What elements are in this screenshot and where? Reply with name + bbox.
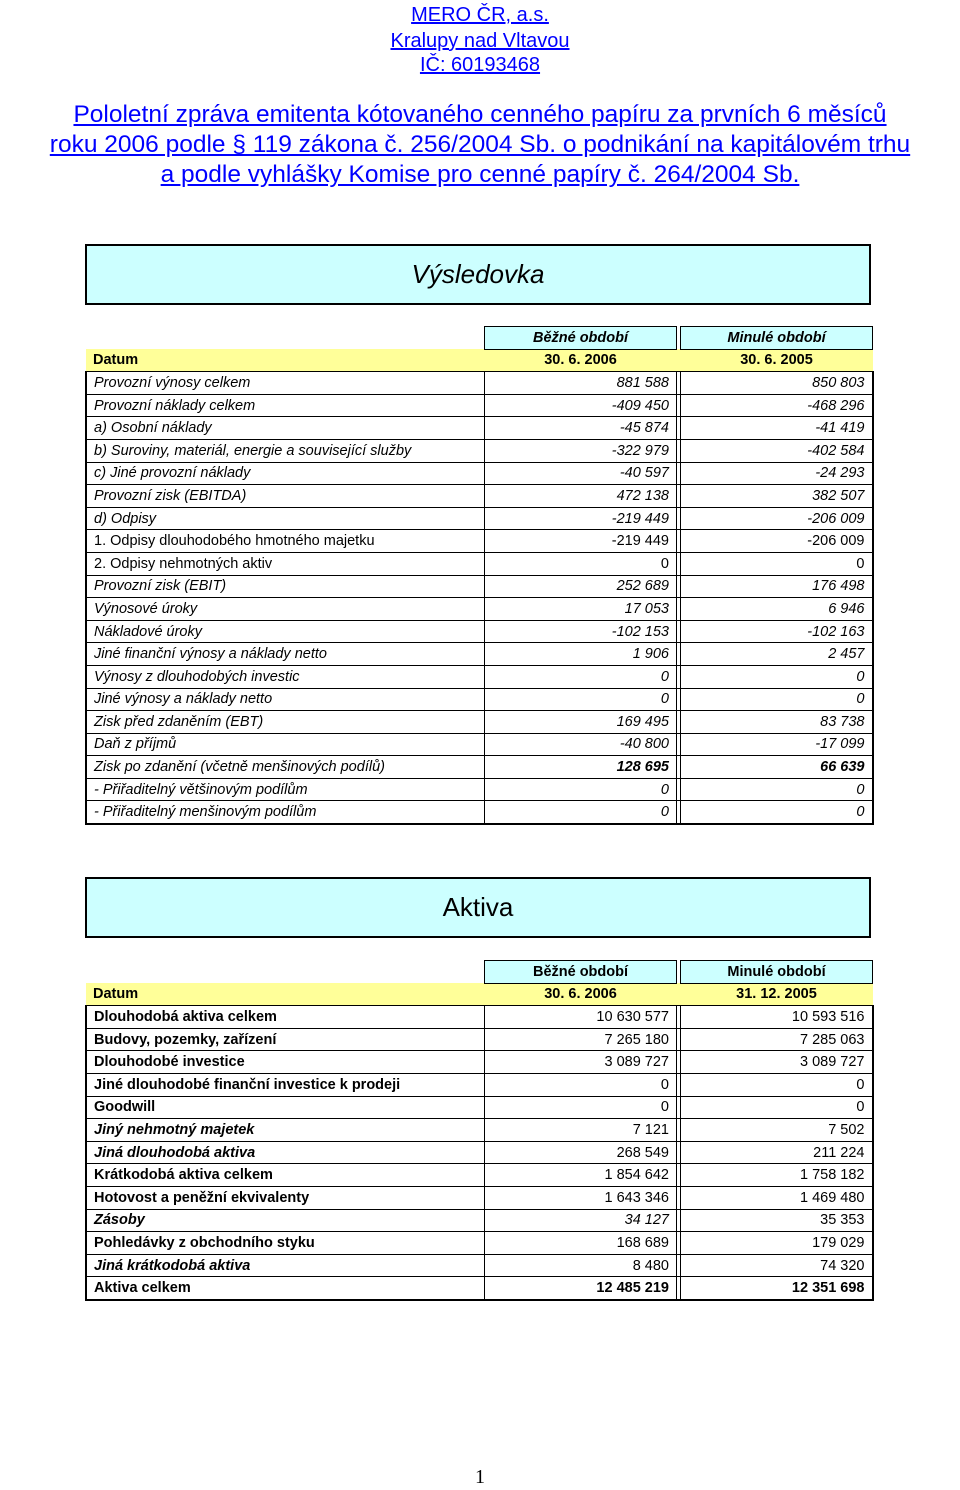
row-label: Jiná krátkodobá aktiva — [86, 1254, 485, 1277]
table-row — [86, 485, 873, 508]
table-row — [86, 1119, 873, 1142]
value-previous: 0 — [681, 778, 873, 801]
table-row — [86, 665, 873, 688]
value-previous: -206 009 — [681, 530, 873, 553]
value-previous: 0 — [681, 801, 873, 824]
value-previous: 7 502 — [681, 1119, 873, 1142]
table-row — [86, 1096, 873, 1119]
value-current: 0 — [485, 688, 677, 711]
value-previous: -24 293 — [681, 462, 873, 485]
date-current: 30. 6. 2006 — [485, 349, 677, 372]
row-label: Provozní výnosy celkem — [86, 372, 485, 395]
value-current: 1 643 346 — [485, 1186, 677, 1209]
row-label: Goodwill — [86, 1096, 485, 1119]
value-previous: 6 946 — [681, 598, 873, 621]
company-ic[interactable]: IČ: 60193468 — [419, 54, 541, 76]
value-current: 268 549 — [485, 1141, 677, 1164]
value-previous: 74 320 — [681, 1254, 873, 1277]
assets-title: Aktiva — [442, 892, 514, 922]
value-previous: 2 457 — [681, 643, 873, 666]
value-current: 169 495 — [485, 711, 677, 734]
value-current: 0 — [485, 778, 677, 801]
col-previous-period: Minulé období — [681, 961, 873, 984]
value-current: 34 127 — [485, 1209, 677, 1232]
value-current: -219 449 — [485, 530, 677, 553]
company-city[interactable]: Kralupy nad Vltavou — [390, 30, 570, 52]
value-current: 128 695 — [485, 756, 677, 779]
date-current: 30. 6. 2006 — [485, 983, 677, 1006]
table-row — [86, 372, 873, 395]
value-current: 472 138 — [485, 485, 677, 508]
row-label: - Přiřaditelný většinovým podílům — [86, 778, 485, 801]
value-current: 1 906 — [485, 643, 677, 666]
table-row — [86, 756, 873, 779]
row-label: Jiný nehmotný majetek — [86, 1119, 485, 1142]
row-label: Jiné finanční výnosy a náklady netto — [86, 643, 485, 666]
row-label: Provozní zisk (EBIT) — [86, 575, 485, 598]
value-current: 8 480 — [485, 1254, 677, 1277]
report-title-line-3[interactable]: a podle vyhlášky Komise pro cenné papíry č. 264/2004 Sb. — [160, 161, 800, 188]
row-label: Výnosové úroky — [86, 598, 485, 621]
table-row — [86, 1073, 873, 1096]
table-row — [86, 552, 873, 575]
row-label: a) Osobní náklady — [86, 417, 485, 440]
table-row — [86, 1028, 873, 1051]
row-label: Jiné výnosy a náklady netto — [86, 688, 485, 711]
value-previous: 83 738 — [681, 711, 873, 734]
value-current: 0 — [485, 665, 677, 688]
assets-banner — [85, 877, 871, 938]
value-current: -409 450 — [485, 394, 677, 417]
value-previous: 850 803 — [681, 372, 873, 395]
value-previous: -468 296 — [681, 394, 873, 417]
row-label: Zisk po zdanění (včetně menšinových podílů) — [86, 756, 485, 779]
row-label: d) Odpisy — [86, 507, 485, 530]
value-current: -219 449 — [485, 507, 677, 530]
value-current: 7 265 180 — [485, 1028, 677, 1051]
value-previous: 0 — [681, 552, 873, 575]
report-title-line-2[interactable]: roku 2006 podle § 119 zákona č. 256/2004 Sb. o podnikání na kapitálovém trhu — [49, 131, 911, 158]
value-previous: 211 224 — [681, 1141, 873, 1164]
table-row — [86, 417, 873, 440]
value-current: 7 121 — [485, 1119, 677, 1142]
table-row — [86, 1051, 873, 1074]
company-name[interactable]: MERO ČR, a.s. — [411, 4, 549, 26]
table-row — [86, 620, 873, 643]
value-current: 0 — [485, 1096, 677, 1119]
column-header-row — [86, 327, 873, 350]
table-row — [86, 575, 873, 598]
value-previous: 0 — [681, 665, 873, 688]
row-label: 2. Odpisy nehmotných aktiv — [86, 552, 485, 575]
value-current: 881 588 — [485, 372, 677, 395]
row-label: Nákladové úroky — [86, 620, 485, 643]
table-row — [86, 1141, 873, 1164]
row-label: Aktiva celkem — [86, 1277, 485, 1300]
table-row — [86, 462, 873, 485]
col-current-period: Běžné období — [485, 961, 677, 984]
date-previous: 31. 12. 2005 — [681, 983, 873, 1006]
value-current: -102 153 — [485, 620, 677, 643]
table-row — [86, 711, 873, 734]
table-row — [86, 1164, 873, 1187]
value-current: 12 485 219 — [485, 1277, 677, 1300]
value-current: 168 689 — [485, 1232, 677, 1255]
table-row — [86, 530, 873, 553]
value-previous: 0 — [681, 1073, 873, 1096]
table-row — [86, 394, 873, 417]
table-row — [86, 801, 873, 824]
date-label: Datum — [86, 349, 485, 372]
value-previous: -102 163 — [681, 620, 873, 643]
row-label: Krátkodobá aktiva celkem — [86, 1164, 485, 1187]
row-label: Dlouhodobé investice — [86, 1051, 485, 1074]
value-previous: -17 099 — [681, 733, 873, 756]
page-number: 1 — [475, 1466, 485, 1488]
row-label: 1. Odpisy dlouhodobého hmotného majetku — [86, 530, 485, 553]
row-label: c) Jiné provozní náklady — [86, 462, 485, 485]
assets-table — [85, 960, 874, 1301]
value-current: 10 630 577 — [485, 1006, 677, 1029]
value-current: 3 089 727 — [485, 1051, 677, 1074]
table-row — [86, 598, 873, 621]
table-row — [86, 1232, 873, 1255]
value-previous: 7 285 063 — [681, 1028, 873, 1051]
row-label: b) Suroviny, materiál, energie a související služby — [86, 439, 485, 462]
row-label: Jiná dlouhodobá aktiva — [86, 1141, 485, 1164]
value-previous: 3 089 727 — [681, 1051, 873, 1074]
value-previous: -41 419 — [681, 417, 873, 440]
value-previous: -206 009 — [681, 507, 873, 530]
table-row — [86, 778, 873, 801]
row-label: Zisk před zdaněním (EBT) — [86, 711, 485, 734]
value-previous: 35 353 — [681, 1209, 873, 1232]
column-header-row — [86, 961, 873, 984]
value-previous: 0 — [681, 1096, 873, 1119]
income-statement-banner — [85, 244, 871, 305]
table-row — [86, 439, 873, 462]
value-current: -322 979 — [485, 439, 677, 462]
row-label: Daň z příjmů — [86, 733, 485, 756]
row-label: Provozní náklady celkem — [86, 394, 485, 417]
report-title-line-1[interactable]: Pololetní zpráva emitenta kótovaného cenného papíru za prvních 6 měsíců — [73, 101, 887, 128]
value-current: 17 053 — [485, 598, 677, 621]
date-previous: 30. 6. 2005 — [681, 349, 873, 372]
value-previous: 1 469 480 — [681, 1186, 873, 1209]
table-row — [86, 1277, 873, 1300]
value-previous: 179 029 — [681, 1232, 873, 1255]
row-label: Budovy, pozemky, zařízení — [86, 1028, 485, 1051]
table-row — [86, 1006, 873, 1029]
row-label: Dlouhodobá aktiva celkem — [86, 1006, 485, 1029]
value-current: 1 854 642 — [485, 1164, 677, 1187]
value-previous: 382 507 — [681, 485, 873, 508]
value-current: -40 800 — [485, 733, 677, 756]
value-previous: 1 758 182 — [681, 1164, 873, 1187]
value-current: 0 — [485, 801, 677, 824]
value-previous: 176 498 — [681, 575, 873, 598]
income-statement-title: Výsledovka — [411, 259, 545, 289]
date-row — [86, 349, 873, 372]
value-previous: -402 584 — [681, 439, 873, 462]
row-label: Zásoby — [86, 1209, 485, 1232]
row-label: Provozní zisk (EBITDA) — [86, 485, 485, 508]
value-previous: 12 351 698 — [681, 1277, 873, 1300]
table-row — [86, 733, 873, 756]
table-row — [86, 643, 873, 666]
row-label: - Přiřaditelný menšinovým podílům — [86, 801, 485, 824]
table-row — [86, 688, 873, 711]
table-row — [86, 1254, 873, 1277]
col-current-period: Běžné období — [485, 327, 677, 350]
date-label: Datum — [86, 983, 485, 1006]
value-current: 0 — [485, 552, 677, 575]
col-previous-period: Minulé období — [681, 327, 873, 350]
value-current: 0 — [485, 1073, 677, 1096]
value-current: 252 689 — [485, 575, 677, 598]
value-current: -40 597 — [485, 462, 677, 485]
value-previous: 0 — [681, 688, 873, 711]
value-previous: 10 593 516 — [681, 1006, 873, 1029]
value-current: -45 874 — [485, 417, 677, 440]
row-label: Výnosy z dlouhodobých investic — [86, 665, 485, 688]
row-label: Pohledávky z obchodního styku — [86, 1232, 485, 1255]
table-row — [86, 507, 873, 530]
row-label: Hotovost a peněžní ekvivalenty — [86, 1186, 485, 1209]
table-row — [86, 1186, 873, 1209]
row-label: Jiné dlouhodobé finanční investice k prodeji — [86, 1073, 485, 1096]
table-row — [86, 1209, 873, 1232]
income-statement-table — [85, 326, 874, 825]
date-row — [86, 983, 873, 1006]
value-previous: 66 639 — [681, 756, 873, 779]
